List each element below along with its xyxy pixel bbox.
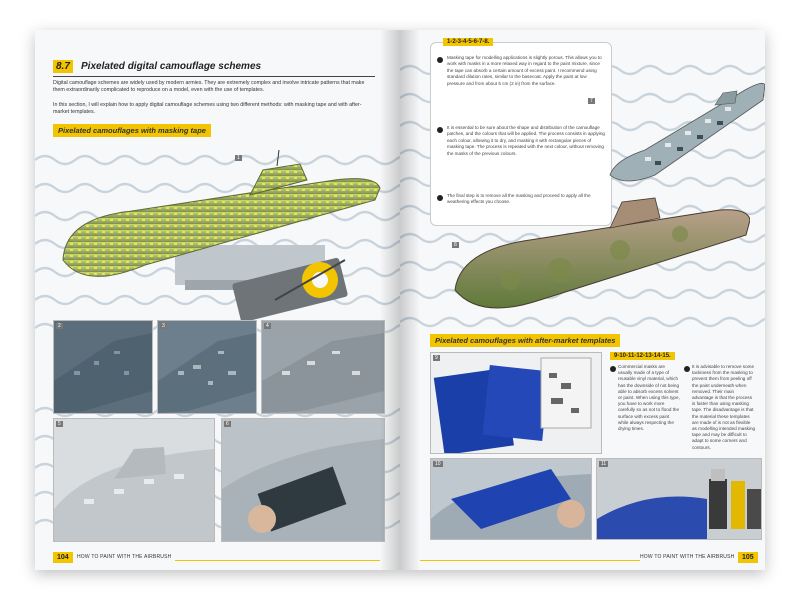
left-page bbox=[35, 30, 400, 570]
section-number: 8.7 bbox=[53, 60, 73, 73]
photo-number-11: 11 bbox=[601, 461, 607, 467]
page-number-right: 105 bbox=[738, 552, 758, 563]
submarine-photo-6 bbox=[222, 419, 384, 541]
photo-step-5 bbox=[53, 418, 215, 542]
intro-paragraph-2: In this section, I will explain how to apply digital camouflage schemes using two different methods: with masking tape and with after-market templates. bbox=[53, 102, 362, 115]
photo-step-4 bbox=[261, 320, 385, 414]
tip-bullet-3: The final step is to remove all the masking and proceed to apply all the weathering effects you choose. bbox=[447, 193, 591, 205]
section-title: Pixelated digital camouflage schemes bbox=[81, 61, 262, 72]
photo-number-10: 10 bbox=[435, 461, 441, 467]
submarine-photo-4 bbox=[262, 321, 384, 413]
bullet-dot bbox=[437, 57, 443, 63]
photo-step-2 bbox=[53, 320, 153, 414]
photo-step-9 bbox=[430, 352, 602, 454]
templates-column-2: It is advisable to remove some tackiness from the masking to prevent them from peeling off the paint underneath when removed. Their main advantage is that the process is faster than using masking tape. The disadvantage is that the material these templates are made of is not as flexible as modelling intended masking tape and may be difficult to adapt to some corners and contours. bbox=[692, 364, 756, 450]
templates-column-1: Commercial masks are usually made of a type of reusable vinyl material, which has the downside of not being able to absorb excess solvent or paint. When using this type, you have to work more carefully so as not to flood the surface with excess paint while always respecting the drying times. bbox=[618, 364, 680, 432]
submarine-photo-5 bbox=[54, 419, 214, 541]
bullet-dot bbox=[437, 127, 443, 133]
photo-number-3: 3 bbox=[162, 323, 165, 329]
footer-rule-right bbox=[420, 560, 640, 561]
photo-number-1: 1 bbox=[237, 155, 240, 161]
photo-number-2: 2 bbox=[58, 323, 61, 329]
bullet-dot bbox=[610, 366, 616, 372]
submarine-finished-photos bbox=[605, 65, 765, 185]
photo-step-6 bbox=[221, 418, 385, 542]
templates-steps-box bbox=[600, 352, 760, 452]
paint-bottles-photo bbox=[597, 459, 761, 539]
submarine-photo-3 bbox=[158, 321, 256, 413]
applying-template-photo bbox=[431, 459, 591, 539]
submarine-weathered-photo bbox=[450, 190, 750, 320]
steps-label-2: 9-10-11-12-13-14-15. bbox=[610, 352, 675, 360]
photo-number-5: 5 bbox=[58, 421, 61, 427]
footer-title-right: HOW TO PAINT WITH THE AIRBRUSH bbox=[640, 554, 735, 560]
photo-number-6: 6 bbox=[226, 421, 229, 427]
photo-number-4: 4 bbox=[266, 323, 269, 329]
photo-step-11 bbox=[596, 458, 762, 540]
photo-number-8: 8 bbox=[454, 242, 457, 248]
footer-rule-left bbox=[175, 560, 380, 561]
photo-number-7: 7 bbox=[590, 98, 593, 104]
photo-number-9: 9 bbox=[435, 355, 438, 361]
footer-title-left: HOW TO PAINT WITH THE AIRBRUSH bbox=[77, 554, 172, 560]
bullet-dot bbox=[437, 195, 443, 201]
book-spread bbox=[35, 30, 765, 570]
tip-bullet-2: It is essential to be sure about the shape and distribution of the camouflage patches, and the colours that will be applied. The process consists in applying each colour, allowing it to dry, and masking it with rectangular pieces of masking tape. The process is repeated with the next colour, without removing the masks of the previous colours. bbox=[447, 125, 605, 156]
masking-tape-banner: Pixelated camouflages with masking tape bbox=[53, 124, 211, 137]
intro-paragraph-1: Digital camouflage schemes are widely used by modern armies. They are extremely complex and involve intricate patterns that make them extraordinarily complicated to reproduce on a model, even with the use of templates. bbox=[53, 80, 365, 93]
bullet-dot bbox=[684, 366, 690, 372]
submarine-photo-2 bbox=[54, 321, 152, 413]
photo-step-3 bbox=[157, 320, 257, 414]
section-heading bbox=[53, 60, 375, 77]
steps-label: 1-2-3-4-5-6-7-8. bbox=[443, 38, 493, 46]
page-number-left: 104 bbox=[53, 552, 73, 563]
right-page bbox=[400, 30, 765, 570]
tip-bullet-1: Masking tape for modelling applications is slightly porous. This allows you to work with masks in a more relaxed way in regard to the paint mixture, since the tape can absorb a certain amount of excess paint. I recommend using standard dilution rates, similar to the basecoat. Apply the paint at low pressure and from about 5 cm (2 in) from the surface. bbox=[447, 55, 602, 86]
photo-step-10 bbox=[430, 458, 592, 540]
submarine-masking-photo bbox=[45, 140, 385, 320]
templates-banner: Pixelated camouflages with after-market templates bbox=[430, 334, 620, 347]
template-sheets-photo bbox=[431, 353, 601, 453]
